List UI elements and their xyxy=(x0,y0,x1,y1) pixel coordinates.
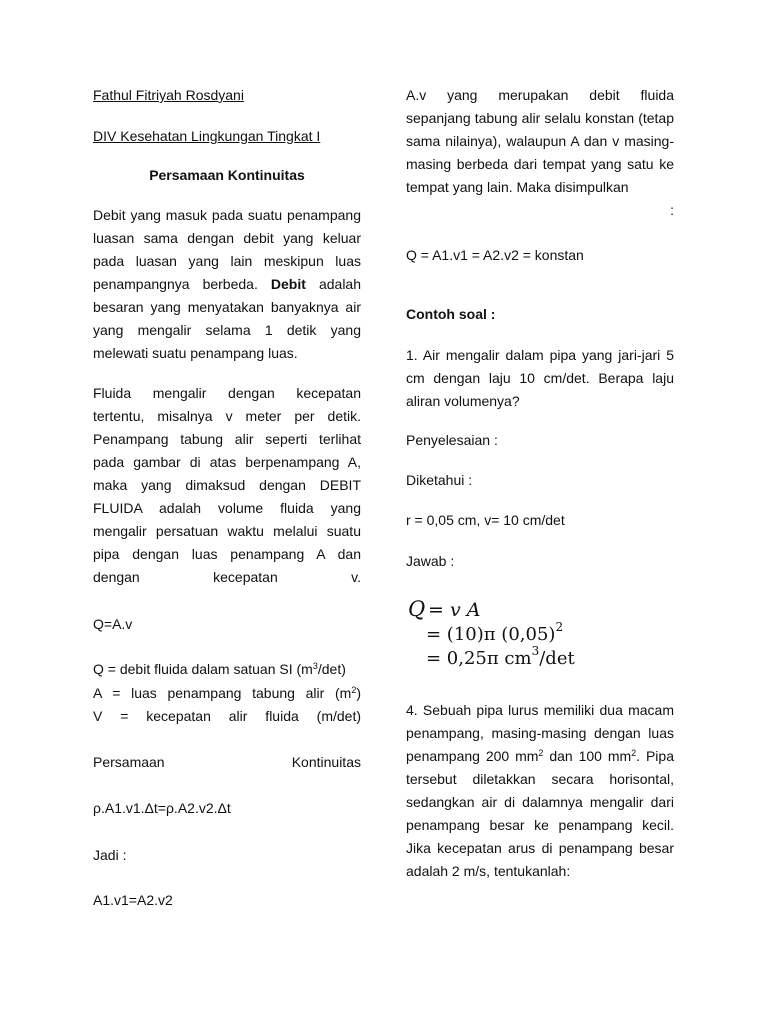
question-4: 4. Sebuah pipa lurus memiliki dua macam penampang, masing-masing dengan luas penampang 200 $mm^2$ dan 100 $mm^2$. Pipa tersebut diletakkan secara horisontal, sedangkan air di dalamnya mengalir dari penampang besar ke penampang kecil. Jika kecepatan arus di penampang besar adalah 2 m/s, tentukanlah: xyxy=(406,702,674,879)
paragraph-fluid-flow: Fluida mengalir dengan kecepatan tertentu, misalnya v meter per detik. Penampang tabung alir seperti terlihat pada gambar di atas berpenampang A, maka yang dimaksud dengan DEBIT FLUIDA adalah volume fluida yang mengalir persatuan waktu melalui suatu pipa dengan luas penampang A dan dengan kecepatan v. xyxy=(93,385,361,585)
word-kontinuitas: Kontinuitas xyxy=(291,754,361,770)
paragraph-debit-definition xyxy=(93,204,361,365)
label-diketahui: Diketahui : xyxy=(406,472,473,488)
formula-line-2: = (10)π (0,05) xyxy=(426,624,556,645)
formula-final: A1.v1=A2.v2 xyxy=(93,892,173,908)
label-penyelesaian: Penyelesaian : xyxy=(406,432,498,448)
trailing-colon: : xyxy=(670,202,674,218)
definition-v: V = kecepatan alir fluida (m/det) xyxy=(93,708,361,724)
paragraph-text: Debit yang masuk pada suatu penampang luasan sama dengan debit yang keluar pada luasan yang lain meskipun luas penampangnya berbeda. xyxy=(93,207,361,292)
question-1: 1. Air mengalir dalam pipa yang jari-jari 5 cm dengan laju 10 cm/det. Berapa laju aliran volumenya? xyxy=(406,347,674,409)
heading-contoh-soal: Contoh soal : xyxy=(406,306,496,322)
formula-rho: ρ.A1.v1.Δt=ρ.A2.v2.Δt xyxy=(93,800,231,816)
formula-line-3: = 0,25π cm xyxy=(426,648,532,669)
solution-formula-image xyxy=(406,594,586,670)
author-name: Fathul Fitriyah Rosdyani xyxy=(93,87,244,103)
label-jawab: Jawab : xyxy=(406,553,455,569)
given-values: r = 0,05 cm, v= 10 cm/det xyxy=(406,512,565,528)
paragraph-conclusion: A.v yang merupakan debit fluida sepanjang tabung alir selalu konstan (tetap sama nilainya), walaupun A dan v masing-masing berbeda dari tempat yang satu ke tempat yang lain. Maka disimpulkan xyxy=(406,87,674,195)
formula-line-1-lhs: Q xyxy=(408,597,426,621)
svg-text:= 0,25π cm3/det xyxy=(426,644,575,669)
definition-q: Q = debit fluida dalam satuan SI $(m^3/\det)$ xyxy=(93,661,346,677)
formula-konstan: Q = A1.v1 = A2.v2 = konstan xyxy=(406,247,584,263)
study-program: DIV Kesehatan Lingkungan Tingkat I xyxy=(93,128,321,144)
document-title: Persamaan Kontinuitas xyxy=(149,167,305,183)
paragraph-text: adalah besaran yang menyatakan banyaknya air yang mengalir selama 1 detik yang melewati suatu penampang luas. xyxy=(93,276,361,361)
bold-term-debit: Debit xyxy=(270,276,306,292)
svg-text:= (10)π (0,05)2 xyxy=(426,620,563,645)
formula-line-2-sup: 2 xyxy=(555,620,564,634)
formula-line-3-sup: 3 xyxy=(531,644,540,658)
formula-line-3-end: /det xyxy=(539,648,575,669)
formula-q-av: Q=A.v xyxy=(93,616,133,632)
definition-a: A = luas penampang tabung alir $(m^2)$ xyxy=(93,685,361,701)
heading-persamaan-kontinuitas xyxy=(93,751,361,774)
formula-line-1-rhs: = v A xyxy=(428,599,481,621)
word-persamaan: Persamaan xyxy=(93,754,165,770)
label-jadi: Jadi : xyxy=(93,847,127,863)
